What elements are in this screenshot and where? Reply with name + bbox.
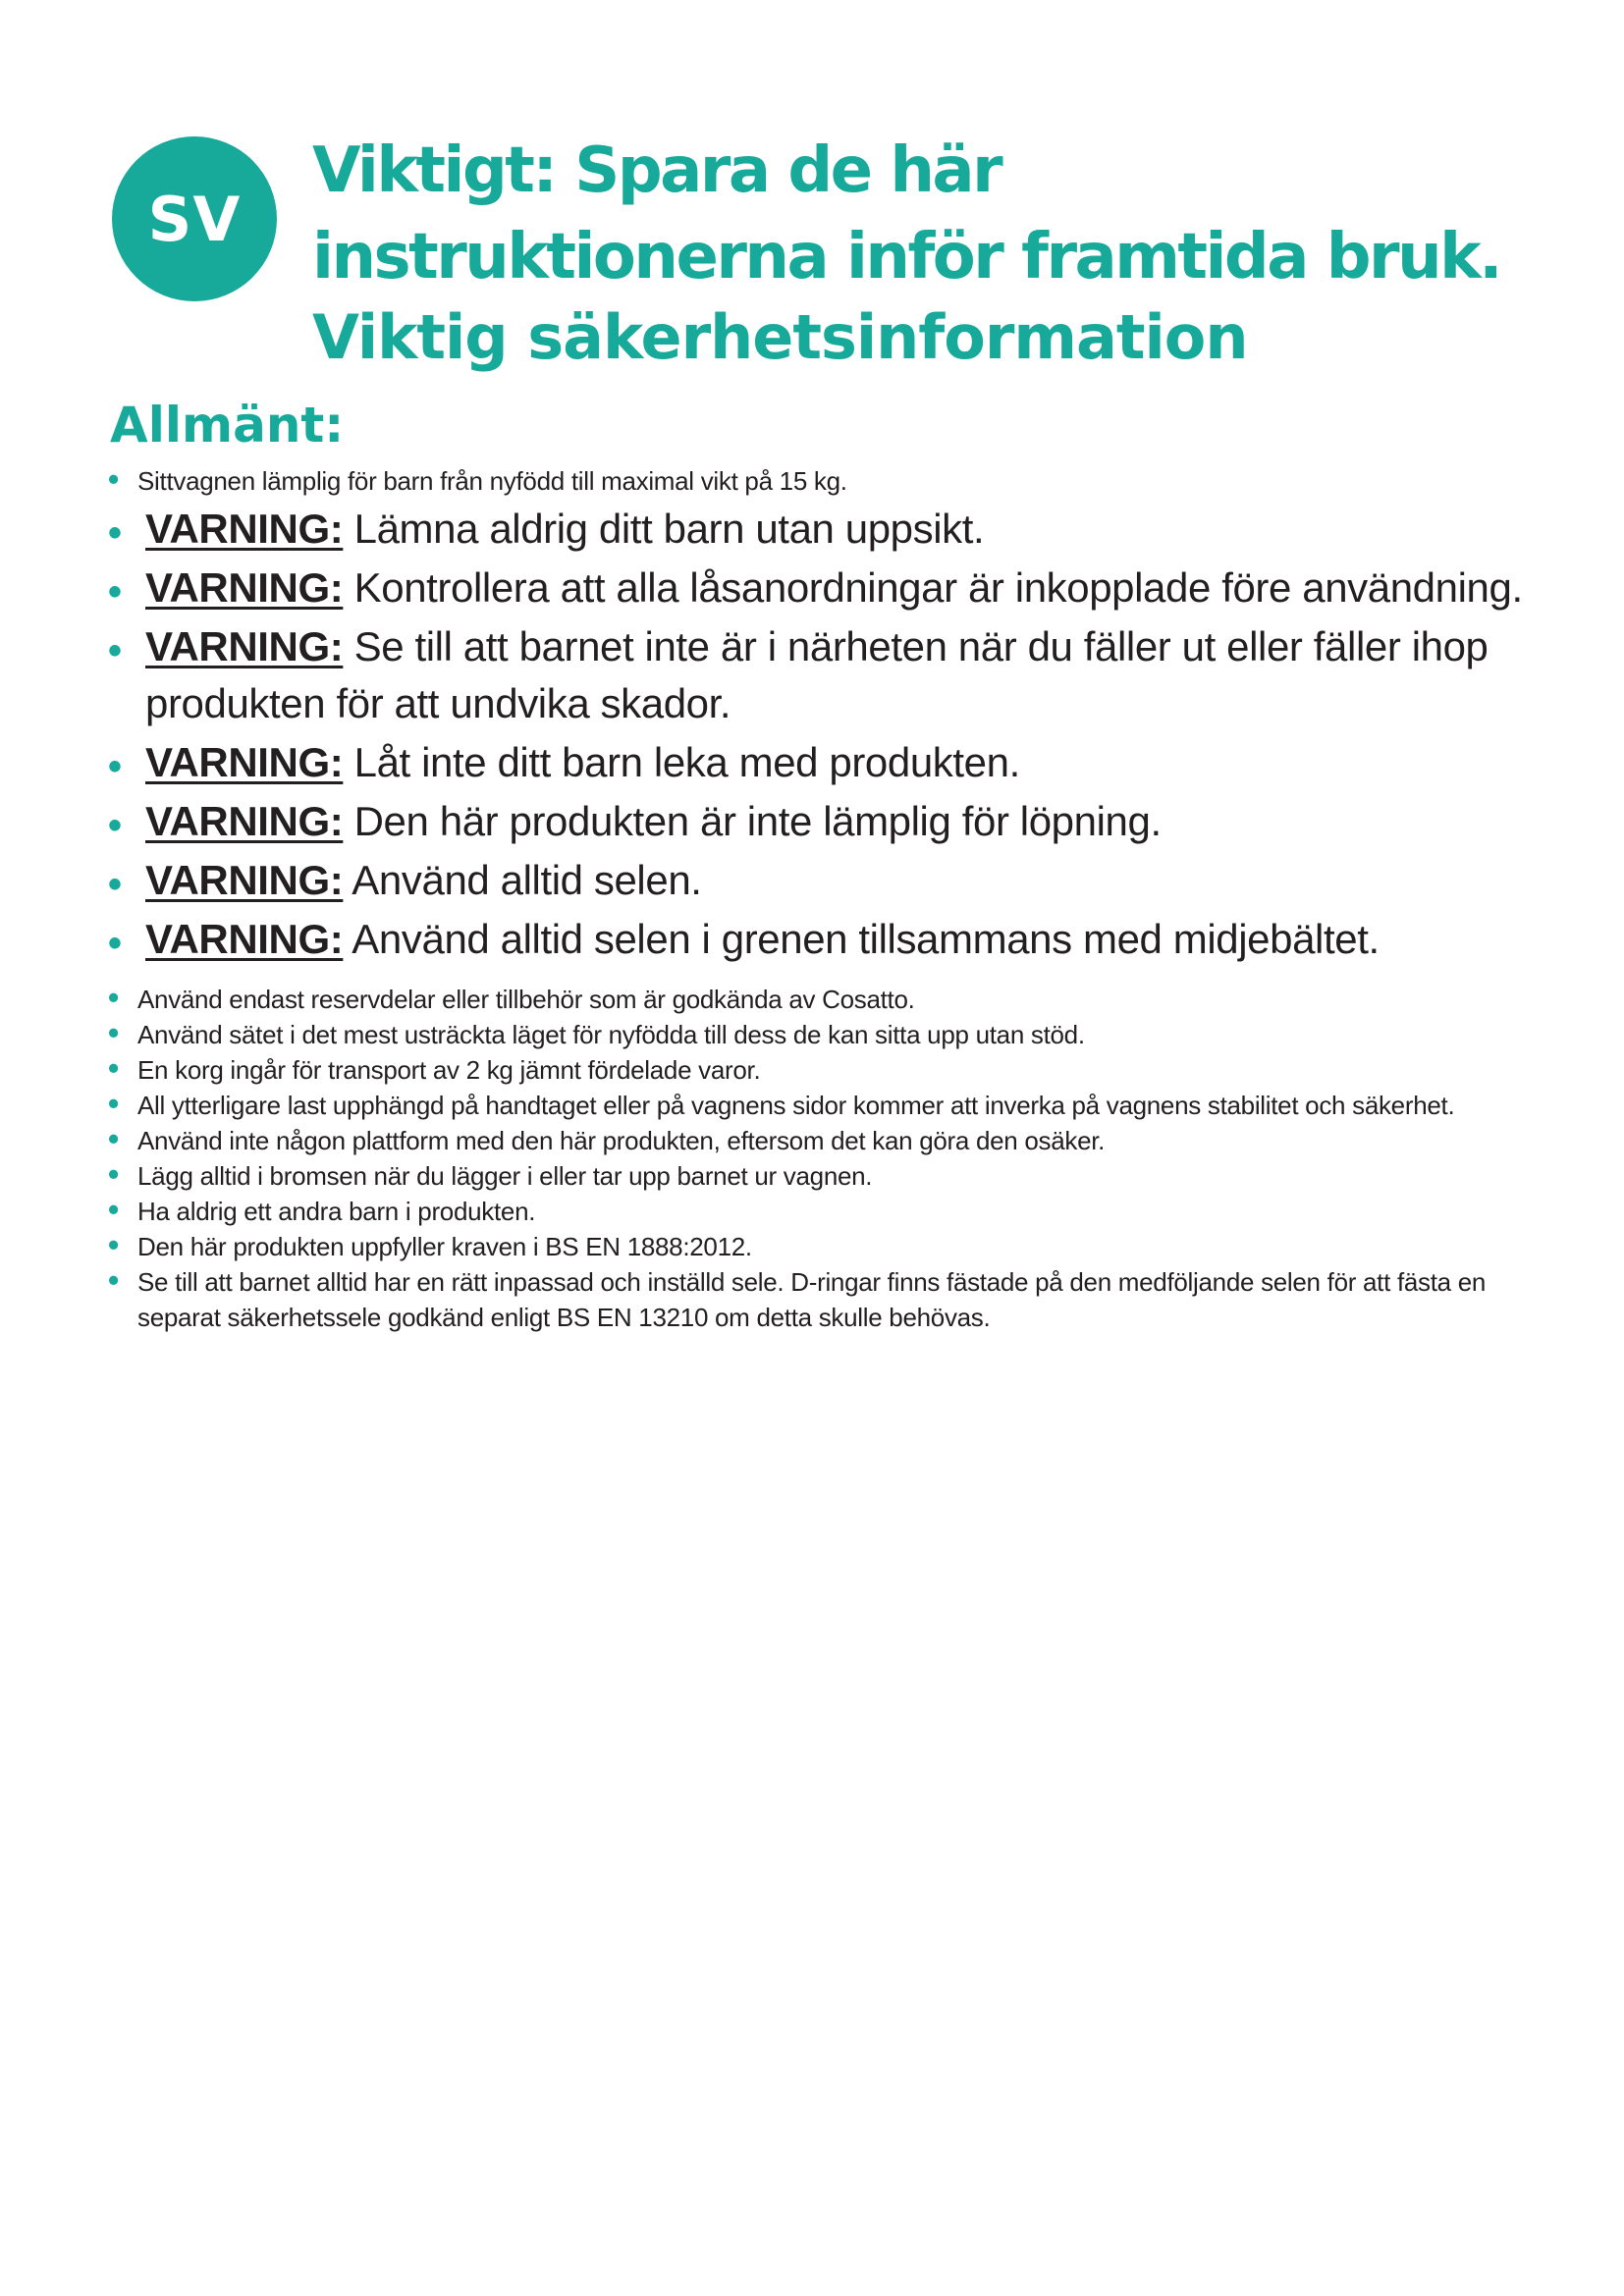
- warning-item: [108, 852, 1532, 909]
- section-heading: Allmänt:: [110, 397, 345, 454]
- item-text: All ytterligare last upphängd på handtaget eller på vagnens sidor kommer att inverka på vagnens stabilitet och säkerhet.: [137, 1091, 1455, 1120]
- warning-text: Använd alltid selen.: [343, 857, 702, 903]
- bullet-icon: •: [108, 1227, 119, 1262]
- title-line-2: instruktionerna inför framtida bruk.: [312, 221, 1500, 294]
- warning-text: Se till att barnet inte är i närheten när du fäller ut eller fäller ihop produkten för att undvika skador.: [145, 623, 1489, 726]
- warning-label: VARNING:: [145, 506, 344, 552]
- language-badge: [112, 136, 277, 301]
- bullet-icon: •: [108, 629, 122, 672]
- warning-text: Lämna aldrig ditt barn utan uppsikt.: [343, 506, 985, 552]
- warning-label: VARNING:: [145, 739, 344, 785]
- bullet-icon: •: [108, 980, 119, 1015]
- warning-item: [108, 501, 1532, 558]
- bullet-icon: •: [108, 1121, 119, 1156]
- warning-item: [108, 618, 1532, 732]
- language-code: SV: [147, 183, 242, 255]
- list-item: [108, 982, 1532, 1017]
- item-text: Den här produkten uppfyller kraven i BS EN 1888:2012.: [137, 1232, 752, 1261]
- list-item: [108, 1052, 1532, 1088]
- item-text: Använd endast reservdelar eller tillbehör som är godkända av Cosatto.: [137, 985, 915, 1014]
- list-item: [108, 1123, 1532, 1158]
- list-item: [108, 1264, 1532, 1335]
- list-item: [108, 463, 1532, 499]
- warning-label: VARNING:: [145, 916, 344, 962]
- bullet-icon: •: [108, 745, 122, 788]
- item-text: Använd sätet i det mest usträckta läget för nyfödda till dess de kan sitta upp utan stöd.: [137, 1020, 1085, 1049]
- bullet-icon: •: [108, 1156, 119, 1192]
- warning-item: [108, 911, 1532, 968]
- warning-label: VARNING:: [145, 564, 344, 611]
- bullet-icon: •: [108, 1015, 119, 1050]
- item-text: Ha aldrig ett andra barn i produkten.: [137, 1197, 536, 1226]
- instruction-list: [108, 463, 1532, 1335]
- list-item: [108, 1088, 1532, 1123]
- bullet-icon: •: [108, 461, 119, 497]
- warning-label: VARNING:: [145, 623, 344, 669]
- bullet-icon: •: [108, 570, 122, 614]
- bullet-icon: •: [108, 922, 122, 965]
- bullet-icon: •: [108, 1262, 119, 1298]
- bullet-icon: •: [108, 1192, 119, 1227]
- item-text: Se till att barnet alltid har en rätt inpassad och inställd sele. D-ringar finns fästade på den medföljande selen för att fästa en separat säkerhetssele godkänd enligt BS EN 13210 om detta skulle behövas.: [137, 1267, 1487, 1332]
- warning-item: [108, 793, 1532, 850]
- warning-label: VARNING:: [145, 798, 344, 844]
- list-item: [108, 1229, 1532, 1264]
- bullet-icon: •: [108, 863, 122, 906]
- warning-item: [108, 560, 1532, 616]
- item-text: Lägg alltid i bromsen när du lägger i eller tar upp barnet ur vagnen.: [137, 1161, 873, 1191]
- title-line-3: Viktig säkerhetsinformation: [312, 301, 1248, 373]
- title-line-1: Viktigt: Spara de här: [312, 134, 1001, 207]
- list-item: [108, 1158, 1532, 1194]
- warning-text: Den här produkten är inte lämplig för löpning.: [343, 798, 1162, 844]
- warning-text: Använd alltid selen i grenen tillsammans med midjebältet.: [343, 916, 1380, 962]
- warning-item: [108, 734, 1532, 791]
- warning-label: VARNING:: [145, 857, 344, 903]
- warning-text: Låt inte ditt barn leka med produkten.: [343, 739, 1020, 785]
- page-title: [312, 128, 1589, 375]
- bullet-icon: •: [108, 1050, 119, 1086]
- warning-text: Kontrollera att alla låsanordningar är inkopplade före användning.: [343, 564, 1523, 611]
- item-text: En korg ingår för transport av 2 kg jämnt fördelade varor.: [137, 1055, 761, 1085]
- bullet-icon: •: [108, 804, 122, 847]
- list-item: [108, 1194, 1532, 1229]
- item-text: Använd inte någon plattform med den här produkten, eftersom det kan göra den osäker.: [137, 1126, 1106, 1155]
- bullet-icon: •: [108, 511, 122, 555]
- item-text: Sittvagnen lämplig för barn från nyfödd till maximal vikt på 15 kg.: [137, 466, 847, 496]
- list-item: [108, 1017, 1532, 1052]
- bullet-icon: •: [108, 1086, 119, 1121]
